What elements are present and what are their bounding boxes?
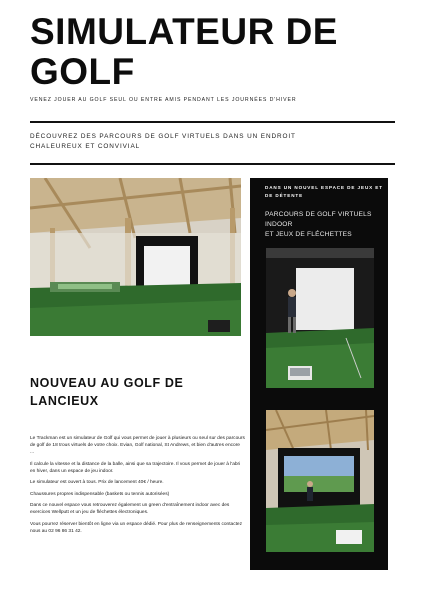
golfer-simulator-illustration [266, 248, 374, 388]
divider-bottom [30, 163, 395, 165]
page-title [30, 12, 400, 92]
body-text [30, 435, 245, 539]
paragraph-trackman: Le Trackman est un simulateur de Golf qui vous permet de jouer à plusieurs ou seul sur des parcours de golf de 18 trous virtuels de votre choix. Evian, Golf national, St Andrews, et bien d'autres encore ... [30, 436, 245, 455]
panel-line-1: PARCOURS DE GOLF VIRTUELS [265, 211, 372, 218]
news-heading-line-1: NOUVEAU AU GOLF DE [30, 376, 184, 390]
paragraph-price: Le simulateur est ouvert à tous. Prix de lancement 40€ / heure. [30, 480, 164, 485]
panel-kicker: DANS UN NOUVEL ESPACE DE JEUX ET DE DÉTENTE [265, 185, 383, 198]
intro-line-2: CHALEUREUX ET CONVIVIAL [30, 143, 141, 150]
paragraph-green: Dans ce nouvel espace vous retrouverez également un green d'entraînement indoor avec des exercices Wellputt et un jeu de fléchettes électroniques. [30, 503, 230, 515]
paragraph-booking: Vous pourrez réserver bientôt en ligne via un espace dédié. Pour plus de renseignements contactez nous au 02 96 86 31 42. [30, 521, 242, 534]
golf-course-screen-photo [266, 410, 374, 552]
panel-line-2: INDOOR [265, 221, 293, 228]
title-line-1: SIMULATEUR DE [30, 11, 338, 52]
golfer-simulator-photo [266, 248, 374, 388]
intro-text [30, 132, 360, 152]
paragraph-speed: Il calcule la vitesse et la distance de la balle, ainsi que sa trajectoire. Il vous permet de jouer à l'abri en hiver, dans un espace de jeu indoor. [30, 461, 241, 474]
paragraph-shoes: Chaussures propres indispensable (baskets ou tennis autorisées) [30, 491, 170, 497]
title-line-2: GOLF [30, 51, 135, 92]
promo-panel [250, 178, 388, 570]
intro-line-1: DÉCOUVREZ DES PARCOURS DE GOLF VIRTUELS DANS UN ENDROIT [30, 133, 296, 140]
golf-course-screen-illustration [266, 410, 374, 552]
page-subtitle: VENEZ JOUER AU GOLF SEUL OU ENTRE AMIS PENDANT LES JOURNÉES D'HIVER [30, 97, 297, 103]
simulator-hall-photo [30, 178, 241, 336]
news-heading [30, 374, 240, 410]
divider-top [30, 121, 395, 123]
news-heading-line-2: LANCIEUX [30, 394, 99, 408]
simulator-hall-illustration [30, 178, 241, 336]
panel-line-3: ET JEUX DE FLÉCHETTES [265, 231, 352, 238]
